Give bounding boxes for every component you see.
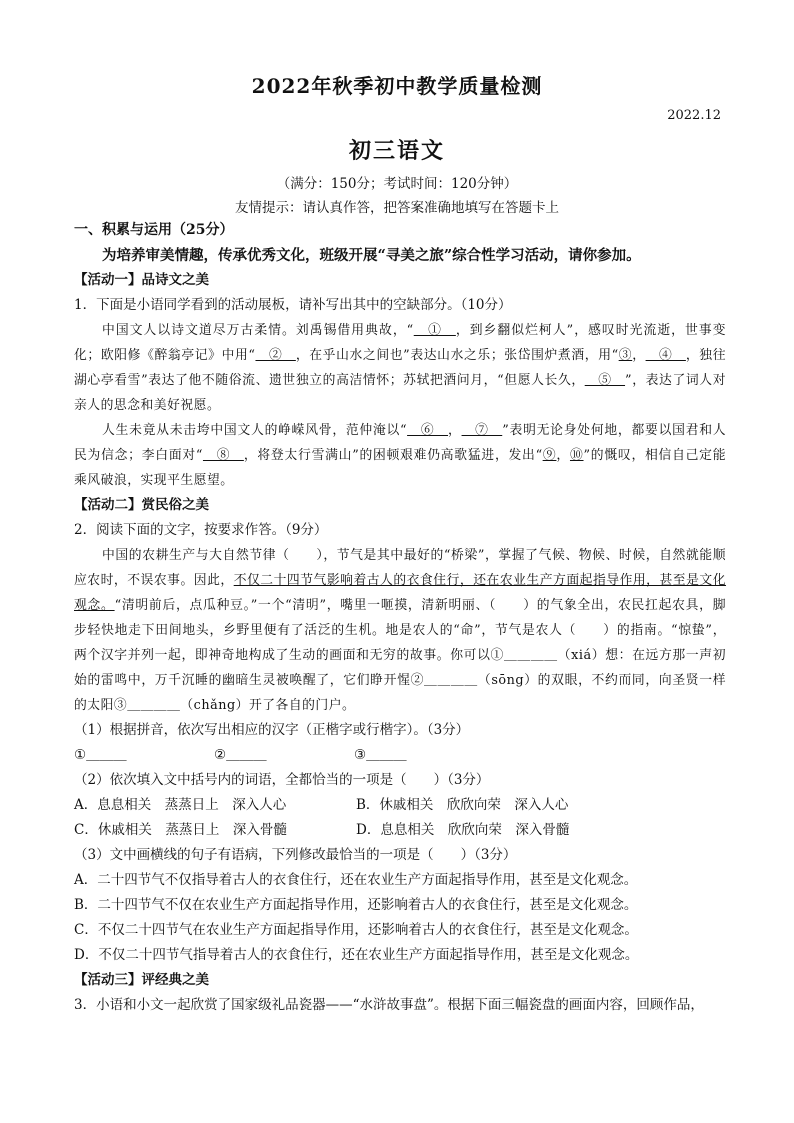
exam-subject: 初三语文 (348, 138, 445, 164)
revision-option-d[interactable]: D．不仅二十四节气指导着古人的衣食住行，还在农业生产方面起指导作用，甚至是文化观念。 (74, 947, 639, 963)
options-row-2 (74, 818, 726, 843)
option-c[interactable]: C．休戚相关 蒸蒸日上 深入骨髓 (74, 822, 287, 838)
option-d[interactable]: D．息息相关 欣欣向荣 深入骨髓 (356, 822, 570, 838)
revision-option-b[interactable]: B．二十四节气不仅在农业生产方面起指导作用，还影响着古人的衣食住行，甚至是文化观念。 (74, 897, 638, 913)
blank-10[interactable]: ⑩ (569, 448, 584, 463)
question3-stem: 3．小语和小文一起欣赏了国家级礼品瓷器——“水浒故事盘”。根据下面三幅瓷盘的画面内容，回顾作品， (74, 997, 704, 1013)
question1-stem: 1．下面是小语同学看到的活动展板，请补写出其中的空缺部分。（10分） (74, 297, 512, 313)
sub-question-2: （2）依次填入文中括号内的词语，全都恰当的一项是（ ）（3分） (74, 772, 490, 788)
underlined-sentence: 不仅二十四节气影响着古人的衣食住行，还在农业生产方面起指导作用，甚至是文化观念。 (74, 573, 727, 613)
blank-3[interactable]: ③ (618, 348, 633, 363)
options-row-1 (74, 793, 726, 818)
revision-option-c[interactable]: C．不仅二十四节气在农业生产方面起指导作用，还影响着古人的衣食住行，甚至是文化观念。 (74, 922, 638, 938)
exam-date: 2022.12 (667, 108, 721, 123)
poetry-passage-1: 中国文人以诗文道尽万古柔情。刘禹锡借用典故，“＿①＿，到乡翻似烂柯人”，感叹时光流逝，世事变化；欧阳修《醉翁亭记》中用“＿②＿，在乎山水之间也”表达山水之乐；张岱围炉煮酒，用“③，＿④＿，独往湖心亭看雪”表达了他不随俗流、遗世独立的高洁情怀；苏轼把酒问月，“但愿人长久，＿⑤＿”，表达了词人对亲人的思念和美好祝愿。 (74, 323, 727, 413)
activity3-label: 【活动三】评经典之美 (74, 972, 209, 988)
answer-blank-3[interactable]: ③＿＿＿ (354, 747, 407, 763)
question2-stem: 2．阅读下面的文字，按要求作答。（9分） (74, 522, 328, 538)
solar-terms-passage: 中国的农耕生产与大自然节律（ ），节气是其中最好的“桥梁”，掌握了气候、物候、时候，自然就能顺应农时，不误农事。因此，不仅二十四节气影响着古人的衣食住行，还在农业生产方面起指导作用，甚至是文化观念。“清明前后，点瓜种豆。”一个“清明”，嘴里一咂摸，清新明丽、（ ）的气象全出，农民扛起农具，脚步轻快地走下田间地头，乡野里便有了活泛的生机。地是农人的“命”，节气是农人（ ）的指南。“惊蛰”，两个汉字并列一起，即神奇地构成了生动的画面和无穷的故事。你可以①＿＿＿＿（xiá）想：在远方那一声初始的雷鸣中，万千沉睡的幽暗生灵被唤醒了，它们睁开惺②＿＿＿＿（sōng）的双眼，不约而同，向圣贤一样的太阳③＿＿＿＿（chǎng）开了各自的门户。 (74, 548, 727, 713)
answer-blank-2[interactable]: ②＿＿＿ (214, 747, 267, 763)
blank-8[interactable]: ＿⑧＿ (202, 448, 244, 463)
activity2-label: 【活动二】赏民俗之美 (74, 497, 209, 513)
exam-title: 2022年秋季初中教学质量检测 (251, 74, 543, 98)
blank-9[interactable]: ⑨ (542, 448, 557, 463)
blank-4[interactable]: ＿④＿ (645, 348, 686, 363)
blank-1[interactable]: ＿①＿ (413, 323, 456, 338)
sub-question-1: （1）根据拼音，依次写出相应的汉字（正楷字或行楷字）。（3分） (74, 722, 470, 738)
pinyin-blank-3[interactable]: ＿＿＿＿ (127, 698, 181, 713)
exam-content (74, 218, 726, 1018)
section-intro: 为培养审美情趣，传承优秀文化，班级开展“寻美之旅”综合性学习活动，请你参加。 (102, 247, 641, 264)
friendly-tip: 友情提示：请认真作答，把答案准确地填写在答题卡上 (235, 200, 559, 216)
poetry-passage-2: 人生未竟从未击垮中国文人的峥嵘风骨，范仲淹以“＿⑥＿，＿⑦＿”表明无论身处何地，都要以国君和人民为信念；李白面对“＿⑧＿，将登太行雪满山”的困顿艰难仍高歌猛进，发出“⑨，⑩”的慨叹，相信自己定能乘风破浪，实现平生愿望。 (74, 423, 727, 488)
blank-2[interactable]: ＿②＿ (255, 348, 296, 363)
score-info: （满分：150分；考试时间：120分钟） (276, 176, 518, 192)
activity1-label: 【活动一】品诗文之美 (74, 272, 209, 288)
blank-5[interactable]: ＿⑤＿ (584, 373, 626, 388)
pinyin-blank-2[interactable]: ＿＿＿＿ (424, 673, 478, 688)
answer-blanks (74, 743, 726, 768)
answer-blank-1[interactable]: ①＿＿＿ (74, 747, 127, 763)
blank-6[interactable]: ＿⑥＿ (407, 423, 449, 438)
pinyin-blank-1[interactable]: ＿＿＿＿ (504, 648, 558, 663)
option-b[interactable]: B．休戚相关 欣欣向荣 深入人心 (356, 797, 569, 813)
revision-option-a[interactable]: A．二十四节气不仅指导着古人的衣食住行，还在农业生产方面起指导作用，甚至是文化观念。 (74, 872, 638, 888)
sub-question-3: （3）文中画横线的句子有语病，下列修改最恰当的一项是（ ）（3分） (74, 847, 517, 863)
blank-7[interactable]: ＿⑦＿ (461, 423, 503, 438)
option-a[interactable]: A．息息相关 蒸蒸日上 深入人心 (74, 797, 287, 813)
section-heading: 一、积累与运用（25分） (74, 222, 234, 238)
